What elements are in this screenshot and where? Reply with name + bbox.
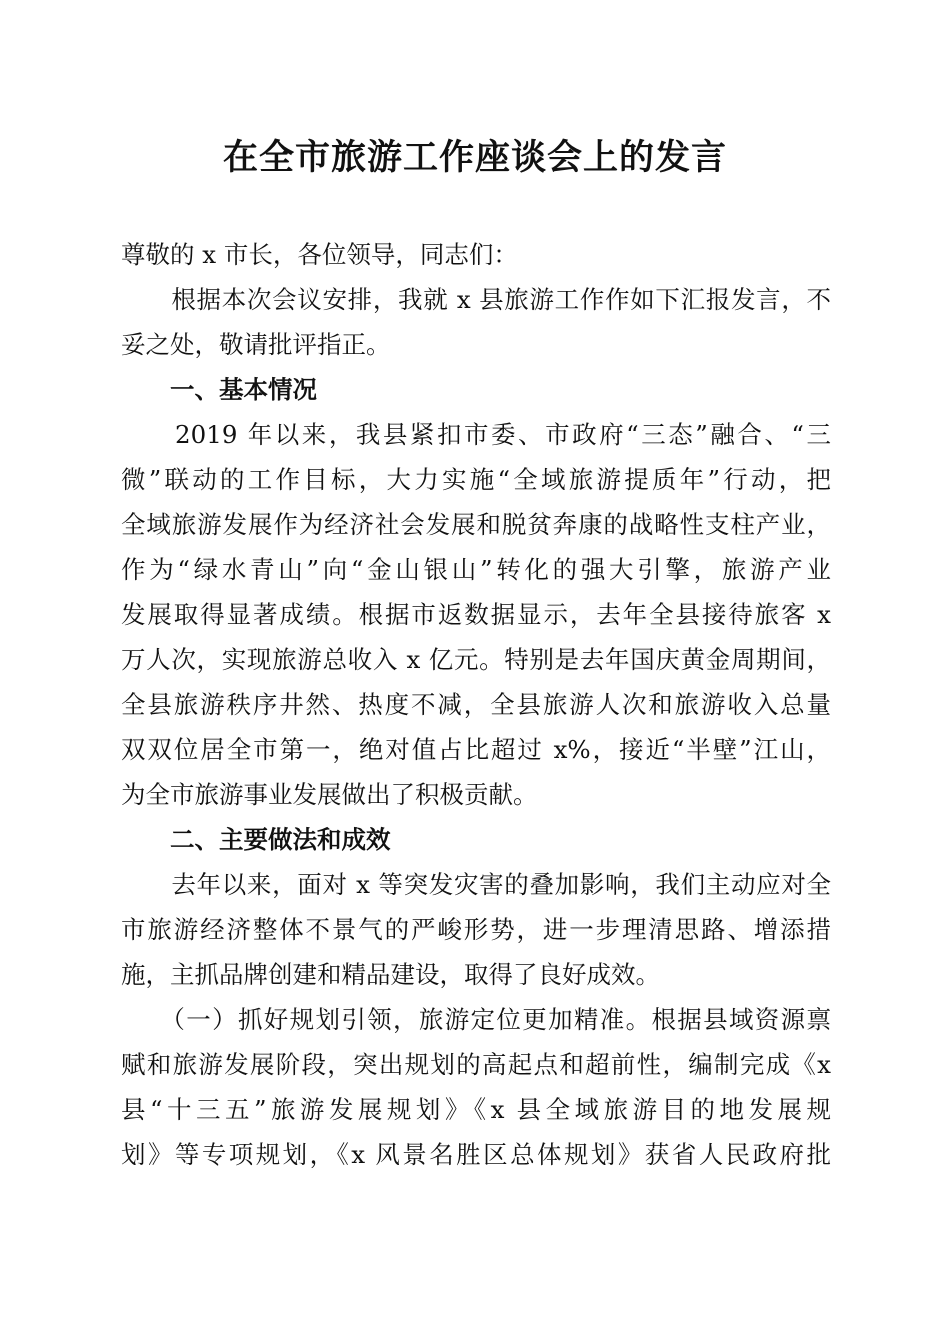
subsection-line: （一）抓好规划引领，旅游定位更加精准。根据县域资源禀 — [121, 1005, 831, 1034]
body-line: 妥之处，敬请批评指正。 — [121, 330, 391, 359]
body-line: 微”联动的工作目标，大力实施“全域旅游提质年”行动，把 — [121, 465, 831, 494]
body-line: 划》等专项规划，《x 风景名胜区总体规划》获省人民政府批 — [121, 1140, 831, 1169]
body-line: 万人次，实现旅游总收入 x 亿元。特别是去年国庆黄金周期间， — [121, 645, 831, 674]
body-line: 全县旅游秩序井然、热度不减，全县旅游人次和旅游收入总量 — [121, 690, 831, 719]
body-line: 为全市旅游事业发展做出了积极贡献。 — [121, 780, 538, 809]
body-line: 2019 年以来，我县紧扣市委、市政府“三态”融合、“三 — [121, 420, 831, 449]
body-line: 施，主抓品牌创建和精品建设，取得了良好成效。 — [121, 960, 660, 989]
body-line: 发展取得显著成绩。根据市返数据显示，去年全县接待旅客 x — [121, 600, 831, 629]
body-line: 县“十三五”旅游发展规划》《x 县全域旅游目的地发展规 — [121, 1095, 831, 1124]
body-line: 市旅游经济整体不景气的严峻形势，进一步理清思路、增添措 — [121, 915, 831, 944]
document-title: 在全市旅游工作座谈会上的发言 — [222, 137, 727, 178]
body-line: 全域旅游发展作为经济社会发展和脱贫奔康的战略性支柱产业， — [121, 510, 831, 539]
body-line: 赋和旅游发展阶段，突出规划的高起点和超前性，编制完成《x — [121, 1050, 831, 1079]
section-heading-2: 二、主要做法和成效 — [121, 825, 391, 854]
body-line: 双双位居全市第一，绝对值占比超过 x%，接近“半壁”江山， — [121, 735, 831, 764]
body-line: 作为“绿水青山”向“金山银山”转化的强大引擎，旅游产业 — [121, 555, 831, 584]
body-line: 根据本次会议安排，我就 x 县旅游工作作如下汇报发言，不 — [121, 285, 831, 314]
section-heading-1: 一、基本情况 — [121, 375, 317, 404]
salutation-line: 尊敬的 x 市长，各位领导，同志们： — [121, 240, 518, 269]
body-line: 去年以来，面对 x 等突发灾害的叠加影响，我们主动应对全 — [121, 870, 831, 899]
